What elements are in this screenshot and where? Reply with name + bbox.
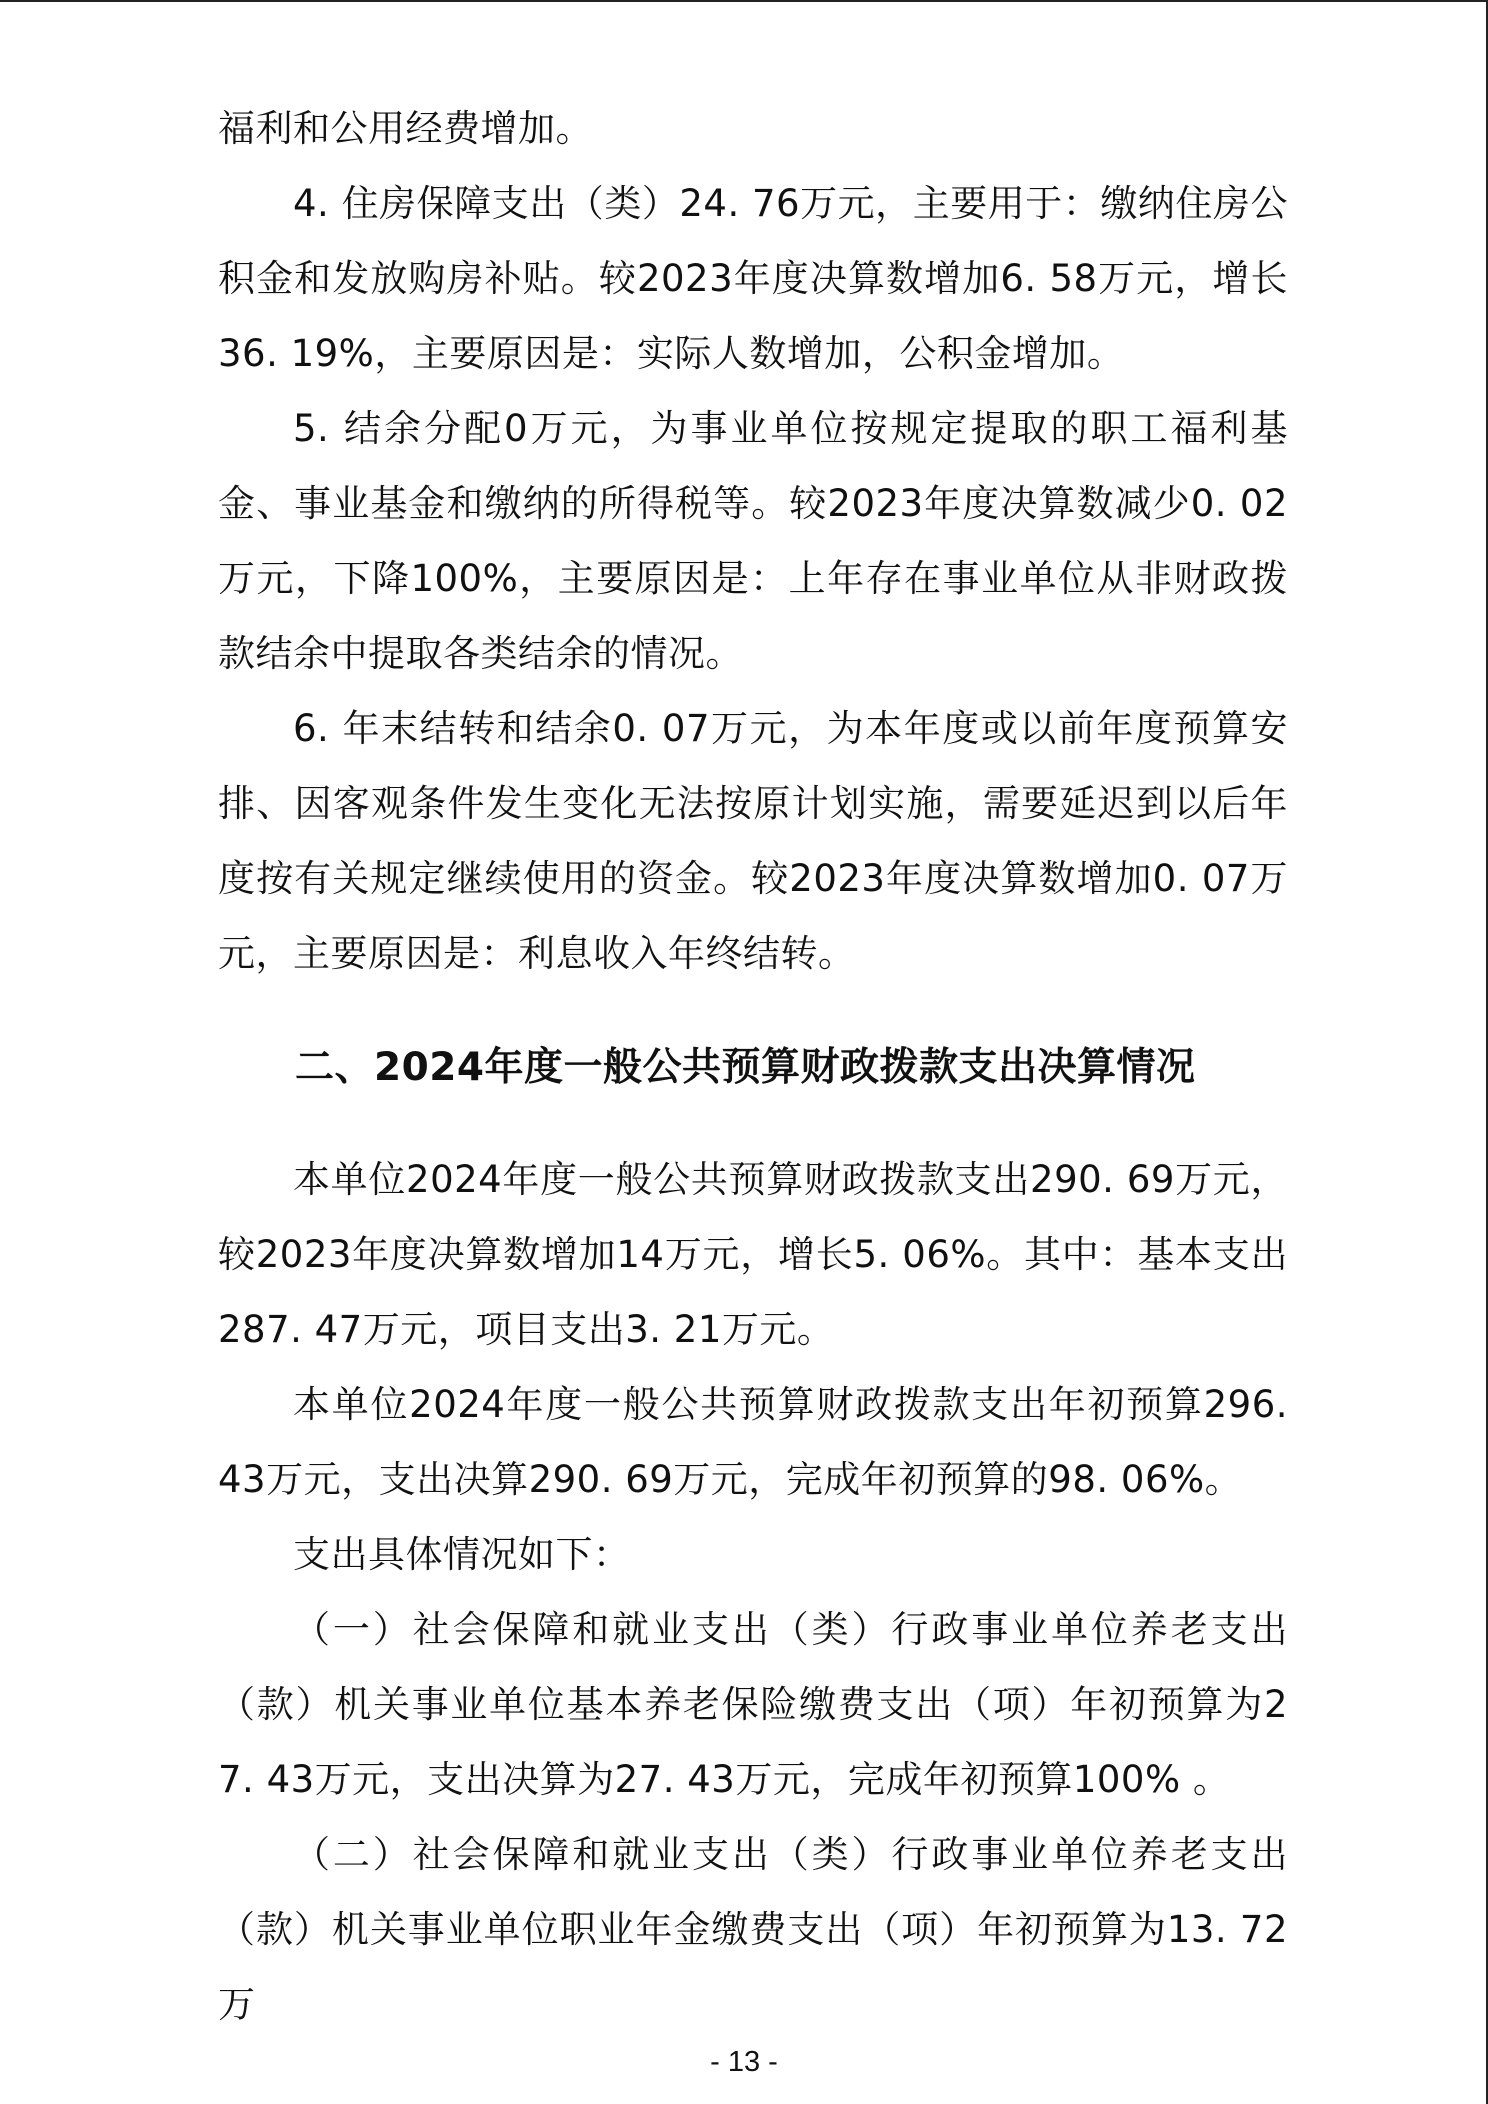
paragraph-welfare-continuation: 福利和公用经费增加。 [218, 107, 593, 150]
paragraph-item-two: （二）社会保障和就业支出（类）行政事业单位养老支出（款）机关事业单位职业年金缴费支出（项）年初预算为13. 72万 [218, 1833, 1288, 2026]
section-two-heading: 二、2024年度一般公共预算财政拨款支出决算情况 [295, 1045, 1196, 1090]
section-one-body [218, 91, 1288, 991]
section-two-body [218, 1142, 1288, 2042]
paragraph-details-intro: 支出具体情况如下： [293, 1533, 631, 1576]
page-number: - 13 - [710, 2046, 778, 2078]
paragraph-housing-expenditure: 4. 住房保障支出（类）24. 76万元，主要用于：缴纳住房公积金和发放购房补贴。较2023年度决算数增加6. 58万元，增长36. 19%，主要原因是：实际人数增加，公积金增加。 [218, 182, 1288, 375]
paragraph-surplus-distribution: 5. 结余分配0万元，为事业单位按规定提取的职工福利基金、事业基金和缴纳的所得税等。较2023年度决算数减少0. 02万元，下降100%，主要原因是：上年存在事业单位从非财政拨款结余中提取各类结余的情况。 [218, 407, 1288, 675]
page-frame-top [0, 0, 1488, 2]
paragraph-budget-completion: 本单位2024年度一般公共预算财政拨款支出年初预算296. 43万元，支出决算290. 69万元，完成年初预算的98. 06%。 [218, 1383, 1288, 1501]
paragraph-expenditure-summary: 本单位2024年度一般公共预算财政拨款支出290. 69万元，较2023年度决算数增加14万元，增长5. 06%。其中：基本支出287. 47万元，项目支出3. 21万元。 [218, 1158, 1288, 1351]
paragraph-year-end-carryover: 6. 年末结转和结余0. 07万元，为本年度或以前年度预算安排、因客观条件发生变化无法按原计划实施，需要延迟到以后年度按有关规定继续使用的资金。较2023年度决算数增加0. 07万元，主要原因是：利息收入年终结转。 [218, 707, 1288, 975]
paragraph-item-one: （一）社会保障和就业支出（类）行政事业单位养老支出（款）机关事业单位基本养老保险缴费支出（项）年初预算为27. 43万元，支出决算为27. 43万元，完成年初预算100% 。 [218, 1608, 1288, 1801]
